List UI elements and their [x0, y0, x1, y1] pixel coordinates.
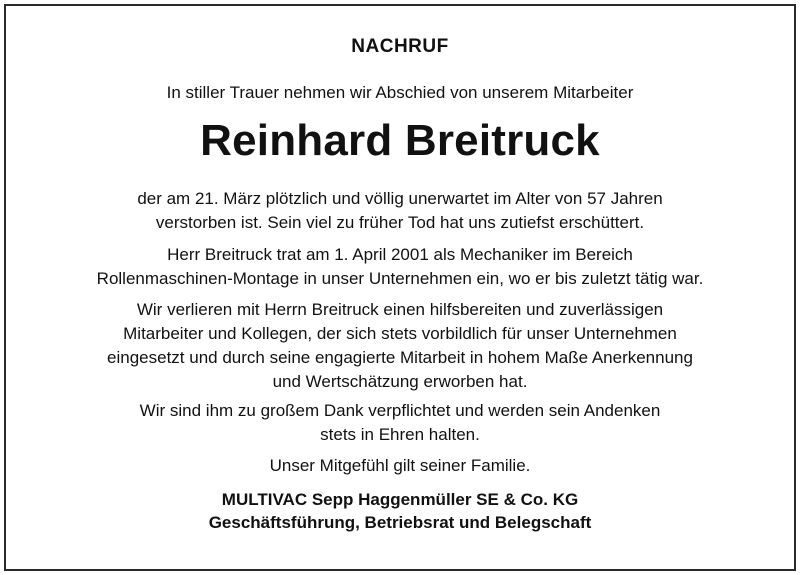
- intro-text: In stiller Trauer nehmen wir Abschied von unserem Mitarbeiter: [166, 83, 634, 102]
- text-line: eingesetzt und durch seine engagierte Mitarbeit in hohem Maße Anerkennung: [107, 348, 693, 367]
- text-line: und Wertschätzung erworben hat.: [272, 372, 528, 391]
- notice-heading: NACHRUF: [351, 36, 449, 57]
- text-line: Mitarbeiter und Kollegen, der sich stets vorbildlich für unser Unternehmen: [123, 324, 677, 343]
- text-line: Unser Mitgefühl gilt seiner Familie.: [269, 456, 531, 475]
- paragraph-condolence: [0, 454, 800, 478]
- paragraph-death-announcement: [0, 187, 800, 235]
- text-line: Herr Breitruck trat am 1. April 2001 als Mechaniker im Bereich: [167, 245, 633, 264]
- company-name: MULTIVAC Sepp Haggenmüller SE & Co. KG: [221, 490, 579, 509]
- company-signature: [0, 488, 800, 534]
- text-line: Wir sind ihm zu großem Dank verpflichtet und werden sein Andenken: [139, 401, 661, 420]
- text-line: verstorben ist. Sein viel zu früher Tod hat uns zutiefst erschüttert.: [155, 213, 645, 232]
- deceased-name: Reinhard Breitruck: [200, 116, 600, 165]
- text-line: Rollenmaschinen-Montage in unser Unternehmen ein, wo er bis zuletzt tätig war.: [96, 269, 704, 288]
- paragraph-gratitude: [0, 399, 800, 447]
- text-line: der am 21. März plötzlich und völlig unerwartet im Alter von 57 Jahren: [137, 189, 663, 208]
- paragraph-employment: [0, 243, 800, 291]
- signatories: Geschäftsführung, Betriebsrat und Belegschaft: [208, 513, 592, 532]
- text-line: stets in Ehren halten.: [320, 425, 480, 444]
- text-line: Wir verlieren mit Herrn Breitruck einen hilfsbereiten und zuverlässigen: [136, 300, 664, 319]
- paragraph-tribute: [0, 298, 800, 394]
